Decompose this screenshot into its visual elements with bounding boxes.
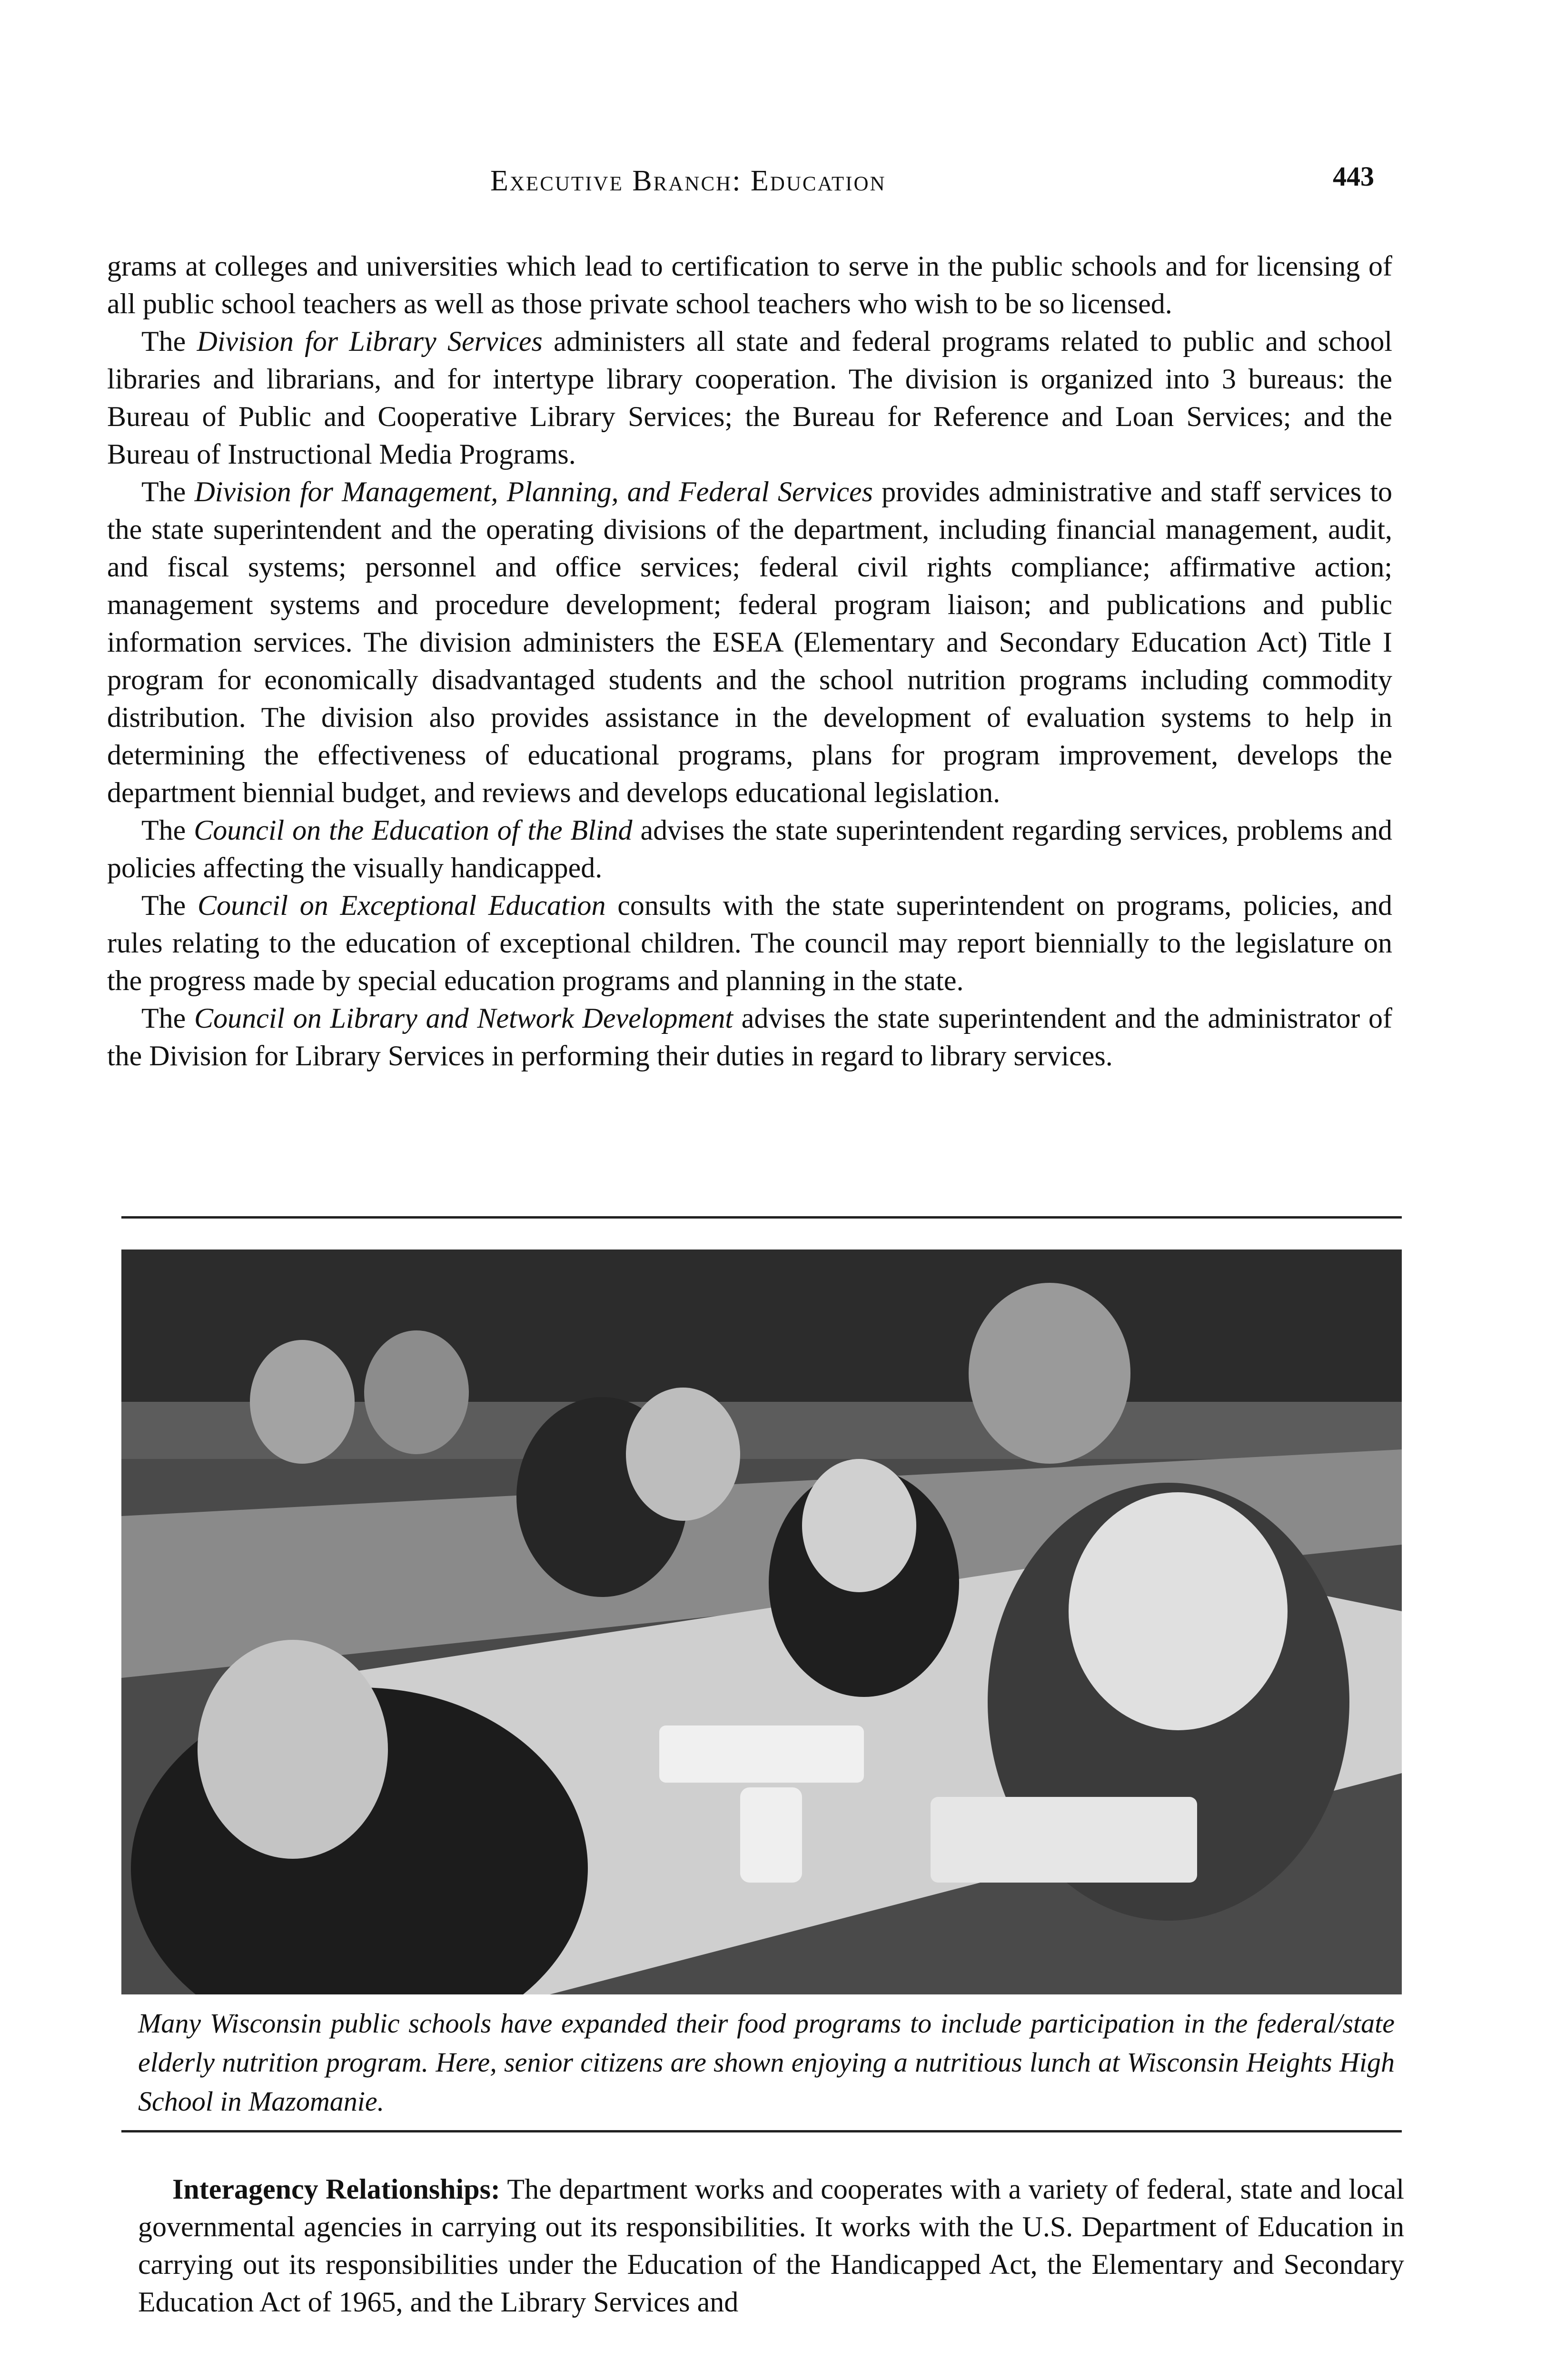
divider-rule-bottom xyxy=(121,2130,1402,2132)
division-name: Division for Management, Planning, and Federal Services xyxy=(194,476,873,507)
council-name: Council on Library and Network Development xyxy=(194,1002,733,1034)
lunch-photo xyxy=(121,1250,1402,1994)
running-head-title: Executive Branch: Education xyxy=(490,165,886,197)
running-header xyxy=(0,161,1546,207)
paragraph-library-services: The Division for Library Services administers all state and federal programs related to public and school libraries and librarians, and for intertype library cooperation. The division is organized into 3 bureaus: the Bureau of Public and Cooperative Library Services; the Bureau for Reference and Loan Services; and the Bureau of Instructional Media Programs. xyxy=(107,326,1392,470)
photo-caption: Many Wisconsin public schools have expanded their food programs to include participation in the federal/state elderly nutrition program. Here, senior citizens are shown enjoying a nutritious lunch at Wisconsin Heights High School in Mazomanie. xyxy=(138,2008,1395,2117)
page-number: 443 xyxy=(1333,161,1374,192)
section-body: The department works and cooperates with a variety of federal, state and local governmental agencies in carrying out its responsibilities. It works with the U.S. Department of Education in carrying out its responsibilities under the Education of the Handicapped Act, the Elementary and Secondary Education Act of 1965, and the Library Services and xyxy=(138,2173,1404,2318)
body-text xyxy=(107,248,1392,1075)
paragraph-council-library: The Council on Library and Network Development advises the state superintendent and the administrator of the Division for Library Services in performing their duties in regard to library services. xyxy=(107,1002,1393,1071)
council-name: Council on Exceptional Education xyxy=(198,890,606,921)
council-name: Council on the Education of the Blind xyxy=(194,814,633,846)
division-name: Division for Library Services xyxy=(197,326,543,357)
paragraph-continued: grams at colleges and universities which lead to certification to serve in the public schools and for licensing of all public school teachers as well as those private school teachers who wish to be so licensed. xyxy=(107,250,1392,319)
photo-illustration xyxy=(121,1250,1402,1994)
interagency-paragraph xyxy=(138,2171,1404,2321)
divider-rule-top xyxy=(121,1216,1402,1219)
paragraph-council-exceptional: The Council on Exceptional Education consults with the state superintendent on programs, policies, and rules relating to the education of exceptional children. The council may report biennially to the legislature on the progress made by special education programs and planning in the state. xyxy=(107,890,1393,996)
paragraph-council-blind: The Council on the Education of the Blind advises the state superintendent regarding services, problems and policies affecting the visually handicapped. xyxy=(107,814,1393,883)
interagency-section xyxy=(138,2171,1404,2321)
paragraph-management-services: The Division for Management, Planning, and Federal Services provides administrative and staff services to the state superintendent and the operating divisions of the department, including financial management, audit, and fiscal systems; personnel and office services; federal civil rights compliance; affirmative action; management systems and procedure development; federal program liaison; and publications and public information services. The division administers the ESEA (Elementary and Secondary Education Act) Title I program for economically disadvantaged students and the school nutrition programs including commodity distribution. The division also provides assistance in the development of evaluation systems to help in determining the effectiveness of educational programs, plans for program improvement, develops the department biennial budget, and reviews and develops educational legislation. xyxy=(107,476,1393,808)
section-heading: Interagency Relationships: xyxy=(172,2173,500,2205)
